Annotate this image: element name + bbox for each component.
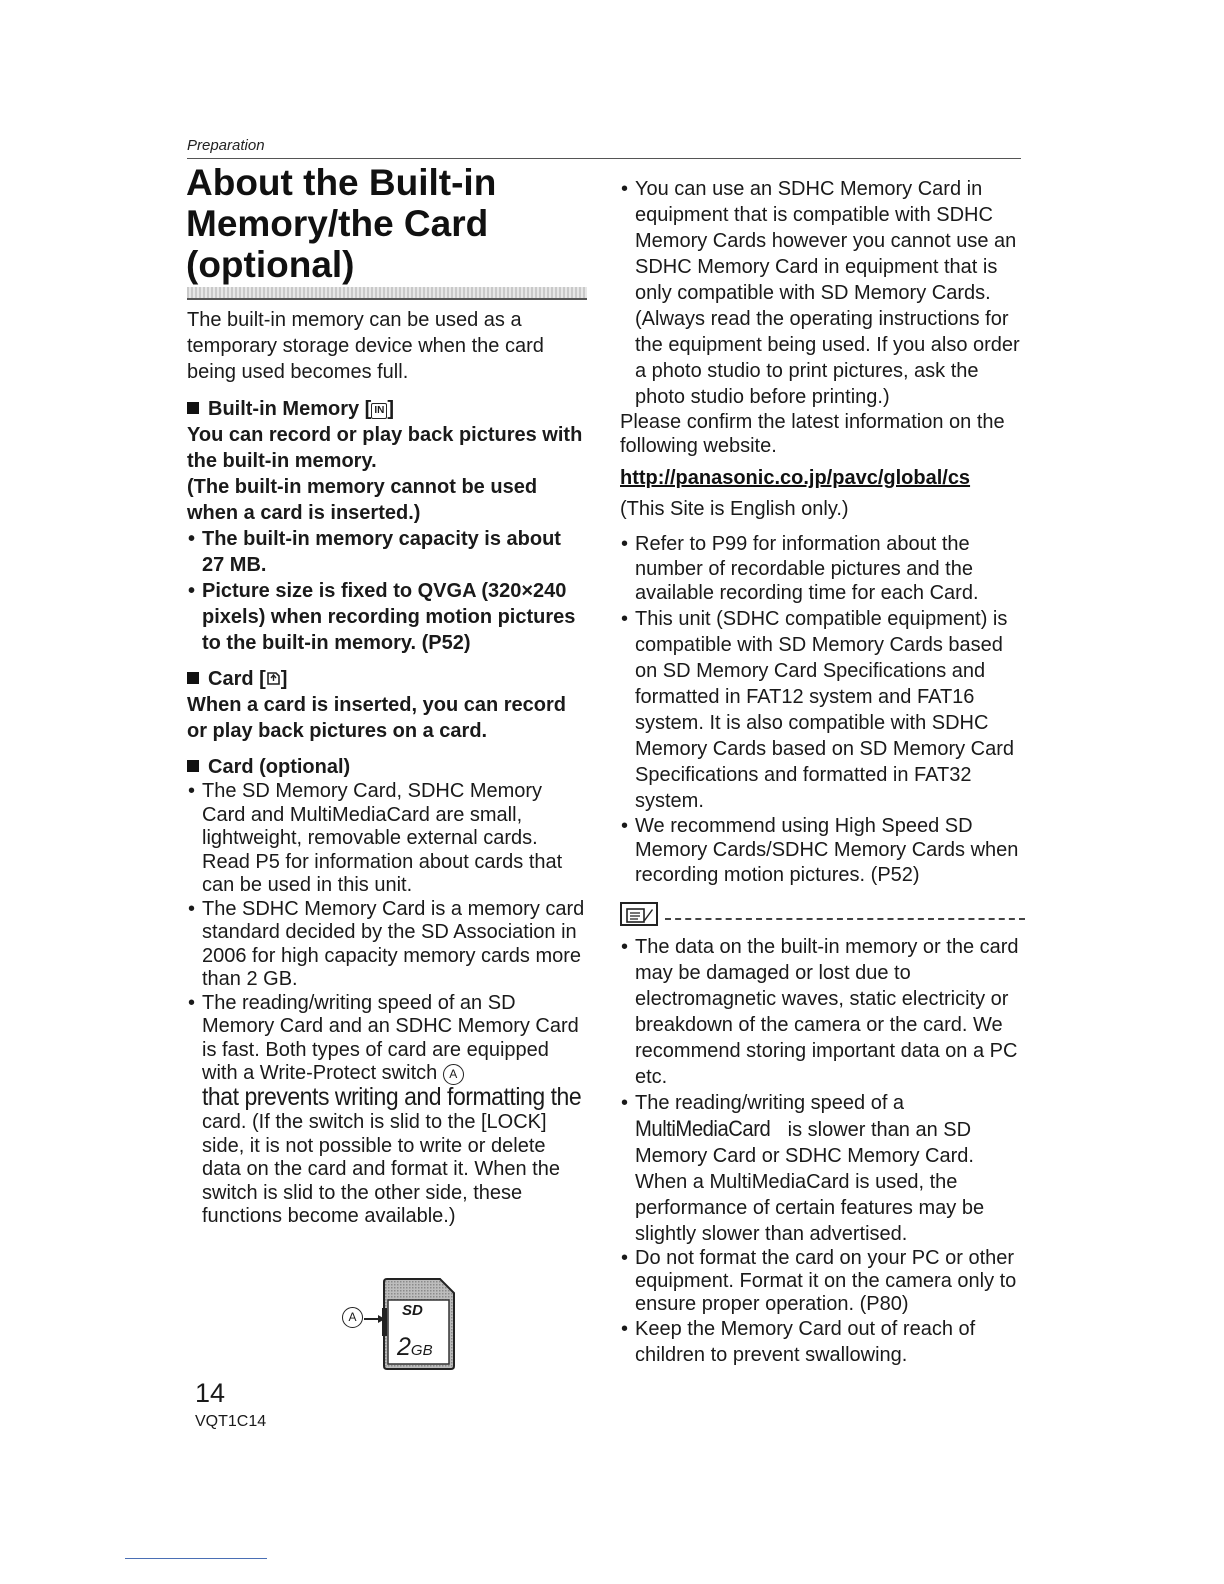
page-number: 14 <box>195 1378 226 1408</box>
card-text: When a card is inserted, you can record or play back pictures on a card. <box>187 694 567 742</box>
builtin-memory-icon: IN <box>371 403 387 419</box>
list-item: • You can use an SDHC Memory Card in equipment that is compatible with SDHC Memory Cards however you cannot use an SDHC Memory Card in equipment that is only compatible with SD Memory Cards. (Always read the operating instructions for the equipment being used. If you also order a photo studio to print pictures, ask the photo studio before printing.) <box>620 176 1022 410</box>
card-heading-end: ] <box>280 668 288 690</box>
website-link[interactable]: http://panasonic.co.jp/pavc/global/cs <box>620 467 971 489</box>
left-column <box>187 307 587 1229</box>
card-optional-bullets <box>187 780 587 1229</box>
builtin-bullets <box>187 526 587 656</box>
notes-list <box>620 934 1025 1368</box>
dashed-rule <box>665 918 1025 920</box>
page-title <box>186 162 606 285</box>
title-line-2: Memory/the Card <box>186 203 489 244</box>
square-bullet-icon <box>187 402 199 414</box>
list-item: • We recommend using High Speed SD Memory Cards/SDHC Memory Cards when recording motion pictures. (P52) <box>620 814 1022 888</box>
list-item: • Keep the Memory Card out of reach of children to prevent swallowing. <box>620 1316 1025 1368</box>
builtin-text-2: (The built-in memory cannot be used when a card is inserted.) <box>187 476 538 524</box>
list-item: • The SD Memory Card, SDHC Memory Card and MultiMediaCard are small, lightweight, removable external cards. Read P5 for information about cards that can be used in this unit. <box>187 780 587 898</box>
sd-card-illustration <box>340 1278 460 1370</box>
list-item: • The built-in memory capacity is about 27 MB. <box>187 526 587 578</box>
card-optional-heading <box>187 754 587 780</box>
sd-logo: SD <box>402 1302 423 1319</box>
sd-capacity: 2GB <box>397 1333 433 1361</box>
header-rule <box>187 158 1021 159</box>
list-item: • Picture size is fixed to QVGA (320×240 pixels) when recording motion pictures to the built-in memory. (P52) <box>187 578 587 656</box>
square-bullet-icon <box>187 760 199 772</box>
confirm-text: Please confirm the latest information on the following website. <box>620 411 1005 457</box>
sdhc-bullet <box>620 176 1022 410</box>
list-item: • The reading/writing speed of a MultiMediaCard is slower than an SD Memory Card or SDHC Memory Card. When a MultiMediaCard is used, the performance of certain features may be slightly slower than advertised. <box>620 1090 1025 1247</box>
builtin-heading-end: ] <box>387 398 395 420</box>
list-item: • Refer to P99 for information about the number of recordable pictures and the available recording time for each Card. <box>620 532 1022 606</box>
right-column <box>620 176 1022 887</box>
list-item: • This unit (SDHC compatible equipment) is compatible with SD Memory Cards based on SD Memory Card Specifications and formatted in FAT12 system and FAT16 system. It is also compatible with SDHC Memory Cards based on SD Memory Card Specifications and formatted in FAT32 system. <box>620 606 1022 814</box>
intro-paragraph: The built-in memory can be used as a temporary storage device when the card being used becomes full. <box>187 309 544 383</box>
notes-column <box>620 934 1025 1368</box>
card-icon <box>266 668 281 690</box>
bottom-edge-line <box>125 1558 267 1559</box>
title-underline-bar <box>187 287 587 300</box>
list-item: • The reading/writing speed of an SD Memory Card and an SDHC Memory Card is fast. Both types of card are equipped with a Write-Protect switch A that prevents writing and formatting the card. (If the switch is slid to the [LOCK] side, it is not possible to write or delete data on the card and format it. When the switch is slid to the other side, these functions become available.) <box>187 992 587 1229</box>
card-optional-heading-text: Card (optional) <box>208 756 351 778</box>
builtin-heading-text: Built-in Memory [ <box>208 398 372 420</box>
section-label: Preparation <box>187 137 265 154</box>
list-item: • The data on the built-in memory or the card may be damaged or lost due to electromagnetic waves, static electricity or breakdown of the camera or the card. We recommend storing important data on a PC etc. <box>620 934 1025 1090</box>
card-heading-text: Card [ <box>208 668 266 690</box>
document-code: VQT1C14 <box>195 1413 267 1430</box>
builtin-memory-heading <box>187 396 587 422</box>
builtin-text-1: You can record or play back pictures with the built-in memory. <box>187 424 583 472</box>
english-only-note: (This Site is English only.) <box>620 498 849 520</box>
note-icon <box>620 902 658 926</box>
card-info-bullets <box>620 532 1022 887</box>
callout-a-icon: A <box>342 1307 363 1328</box>
title-line-1: About the Built-in <box>186 162 497 203</box>
note-divider <box>620 902 1030 930</box>
card-heading <box>187 666 587 692</box>
title-line-3: (optional) <box>186 244 355 285</box>
callout-a-icon: A <box>443 1064 464 1085</box>
list-item: • The SDHC Memory Card is a memory card standard decided by the SD Association in 2006 for high capacity memory cards more than 2 GB. <box>187 898 587 992</box>
list-item: • Do not format the card on your PC or other equipment. Format it on the camera only to ensure proper operation. (P80) <box>620 1247 1025 1316</box>
square-bullet-icon <box>187 672 199 684</box>
